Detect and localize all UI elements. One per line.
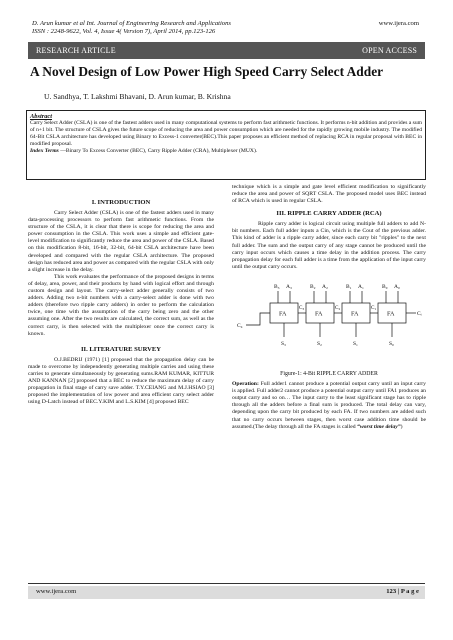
carry-label: C₂ <box>335 304 341 311</box>
sum-label: S₃ <box>281 340 286 347</box>
carry-in-label: Cᵢ <box>417 310 422 317</box>
index-terms-text: —Binary To Excess Converter (BEC), Carry Ripple Adder (CRA), Multiplexer (MUX). <box>58 148 258 155</box>
input-label-A₀: A₀ <box>394 283 400 290</box>
header-website[interactable]: www.ijera.com <box>378 20 419 27</box>
sum-label: S₀ <box>389 340 394 347</box>
paper-title: A Novel Design of Low Power High Speed Carry Select Adder <box>30 64 384 79</box>
page-number: 123 | P a g e <box>386 588 419 595</box>
index-terms <box>30 148 422 155</box>
input-label-B₁: B₁ <box>346 283 352 290</box>
section-heading-introduction: I. INTRODUCTION <box>91 199 151 206</box>
sum-label: S₂ <box>317 340 322 347</box>
open-access-label: OPEN ACCESS <box>362 46 417 55</box>
sum-label: S₁ <box>353 340 358 347</box>
rca-paragraph: Ripple carry adder is logical circuit using multiple full adders to add N-bit numbers. Each full adder inputs a Cin, which is the Cout of the previous adder. This kind of adder is a ripple carry adder, since each carry bit "ripples" to the next full adder. The sum and the output carry of any stage cannot be produced until the carry input occurs which causes a time delay in the addition process. The carry propagation delay for each full adder is a time from the application of the input carry until the output carry occurs. <box>232 221 426 270</box>
fa-label: FA <box>279 310 287 318</box>
fa-label: FA <box>351 310 359 318</box>
issn-line: ISSN : 2248-9622, Vol. 4, Issue 4( Version 7), April 2014, pp.123-126 <box>32 28 216 36</box>
input-label-A₃: A₃ <box>286 283 292 290</box>
intro-paragraph-2: This work evaluates the performance of the proposed designs in terms of delay, area, power, and their products by hand with logical effort and through custom design and layout. The carry-select adder generally consists of two adders. Adding two n-bit numbers with a carry-select adder is done with two adders (therefore two ripple carry adders) in order to perform the calculation twice, one time with the assumption of the carry being zero and the other assuming one. After the two results are calculated, the correct sum, as well as the correct carry, is then selected with the multiplexer once the correct carry is known. <box>28 273 214 337</box>
abstract-box <box>26 110 426 180</box>
operation-end: ) <box>400 423 403 430</box>
abstract-heading: Abstract <box>30 113 53 120</box>
fa-label: FA <box>315 310 323 318</box>
input-label-B₃: B₃ <box>274 283 280 290</box>
literature-paragraph: O.J.BEDRIJ (1971) [1] proposed that the propagation delay can be made to overcome by independently generating multiple carries and using these carries to generate simultaneously by generating sums.RAM KUMAR, KITTUR AND KANNAN [2] proposed that a BEC to reduce the maximum delay of carry propagation in final stage of carry save adder. T.Y.CEIANG and M.J.HSIAO [3] proposed the implementation of low power and area efficient carry select adder using D-Latch instead of BEC.Y.KIM and L.S.KIM [4] proposed BEC <box>28 356 214 406</box>
footer-bar <box>28 586 425 599</box>
ripple-carry-adder-figure <box>232 273 426 369</box>
research-article-label: RESEARCH ARTICLE <box>36 46 116 55</box>
ripple-carry-adder-diagram <box>232 273 426 369</box>
input-label-A₂: A₂ <box>322 283 328 290</box>
fa-label: FA <box>387 310 395 318</box>
article-type-ribbon <box>28 42 425 59</box>
footer-rule <box>28 583 425 584</box>
carry-label: C₃ <box>299 304 305 311</box>
section-heading-rca: III. RIPPLE CARRY ADDER (RCA) <box>276 210 382 218</box>
index-terms-label: Index Terms <box>30 148 59 155</box>
section-heading-literature: II. LITERATURE SURVEY <box>80 345 162 353</box>
input-label-B₂: B₂ <box>310 283 316 290</box>
abstract-body: Carry Select Adder (CSLA) is one of the fastest adders used in many computational systems to perform fast arithmetic functions. It performs n-bit addition and provides a sum of n+1 bit. The structure of CSLA gives the future scope of reducing the area and power consumption which are needed for the rapidly growing mobile industry. The modified 64-Bit CSLA architecture has developed using Binary to Excess-1 converter(BEC).This paper proposes an efficient method of replacing RCA in regular proposal with BEC in modified proposal. <box>30 120 422 148</box>
carry-out-label: C₄ <box>237 322 243 329</box>
operation-label: Operation: <box>232 381 259 388</box>
right-column <box>232 184 426 431</box>
input-label-B₀: B₀ <box>382 283 388 290</box>
intro-paragraph-1: Carry Select Adder (CSLA) is one of the fastest adders used in many data-processing processors to perform fast arithmetic functions. From the structure of the CSLA, it is clear that there is scope for reducing the area and power consumption in the CSLA. This work uses a simple and efficient gate-level modification to significantly reduce the area and power of the CSLA. Based on this modification 8-bit, 16-bit, 32-bit, 64-bit CSLA architecture have been developed and compared with the regular CSLA architecture. The proposed design has reduced area and power as compared with the regular CSLA with only a slight increase in the delay. <box>28 210 214 273</box>
operation-text: Full adder1 cannot produce a potential output carry until an input carry is applied. Full adder2 cannot produce a potential output carry until FA1 produces an output carry and so on… The input carry to the least significant stage has to ripple through all the adders before a final sum is produced. The total delay can vary, depending upon the carry bit produced by each FA. If two numbers are added such that no carry occurs between stages, then worst case addition time should be assumed.(The delay through all the FA stages is called <box>232 381 426 430</box>
journal-header <box>32 20 332 37</box>
left-column <box>28 196 214 406</box>
worst-time-delay-term: “worst time delay” <box>357 423 401 430</box>
journal-line: D. Arun kumar et al Int. Journal of Engineering Research and Applications <box>32 20 231 27</box>
paper-authors: U. Sandhya, T. Lakshmi Bhavani, D. Arun kumar, B. Krishna <box>44 92 231 101</box>
footer-website[interactable]: www.ijera.com <box>36 588 77 595</box>
figure-caption: Figure-1: 4-Bit RIPPLE CARRY ADDER <box>280 370 378 377</box>
carry-label: C₁ <box>371 304 377 311</box>
input-label-A₁: A₁ <box>358 283 364 290</box>
literature-continued: technique which is a simple and gate level efficient modification to significantly reduce the area and power of SQRT CSLA. The proposed model uses BEC instead of RCA which is used in regular CSLA. <box>232 184 426 205</box>
operation-paragraph <box>232 381 426 431</box>
